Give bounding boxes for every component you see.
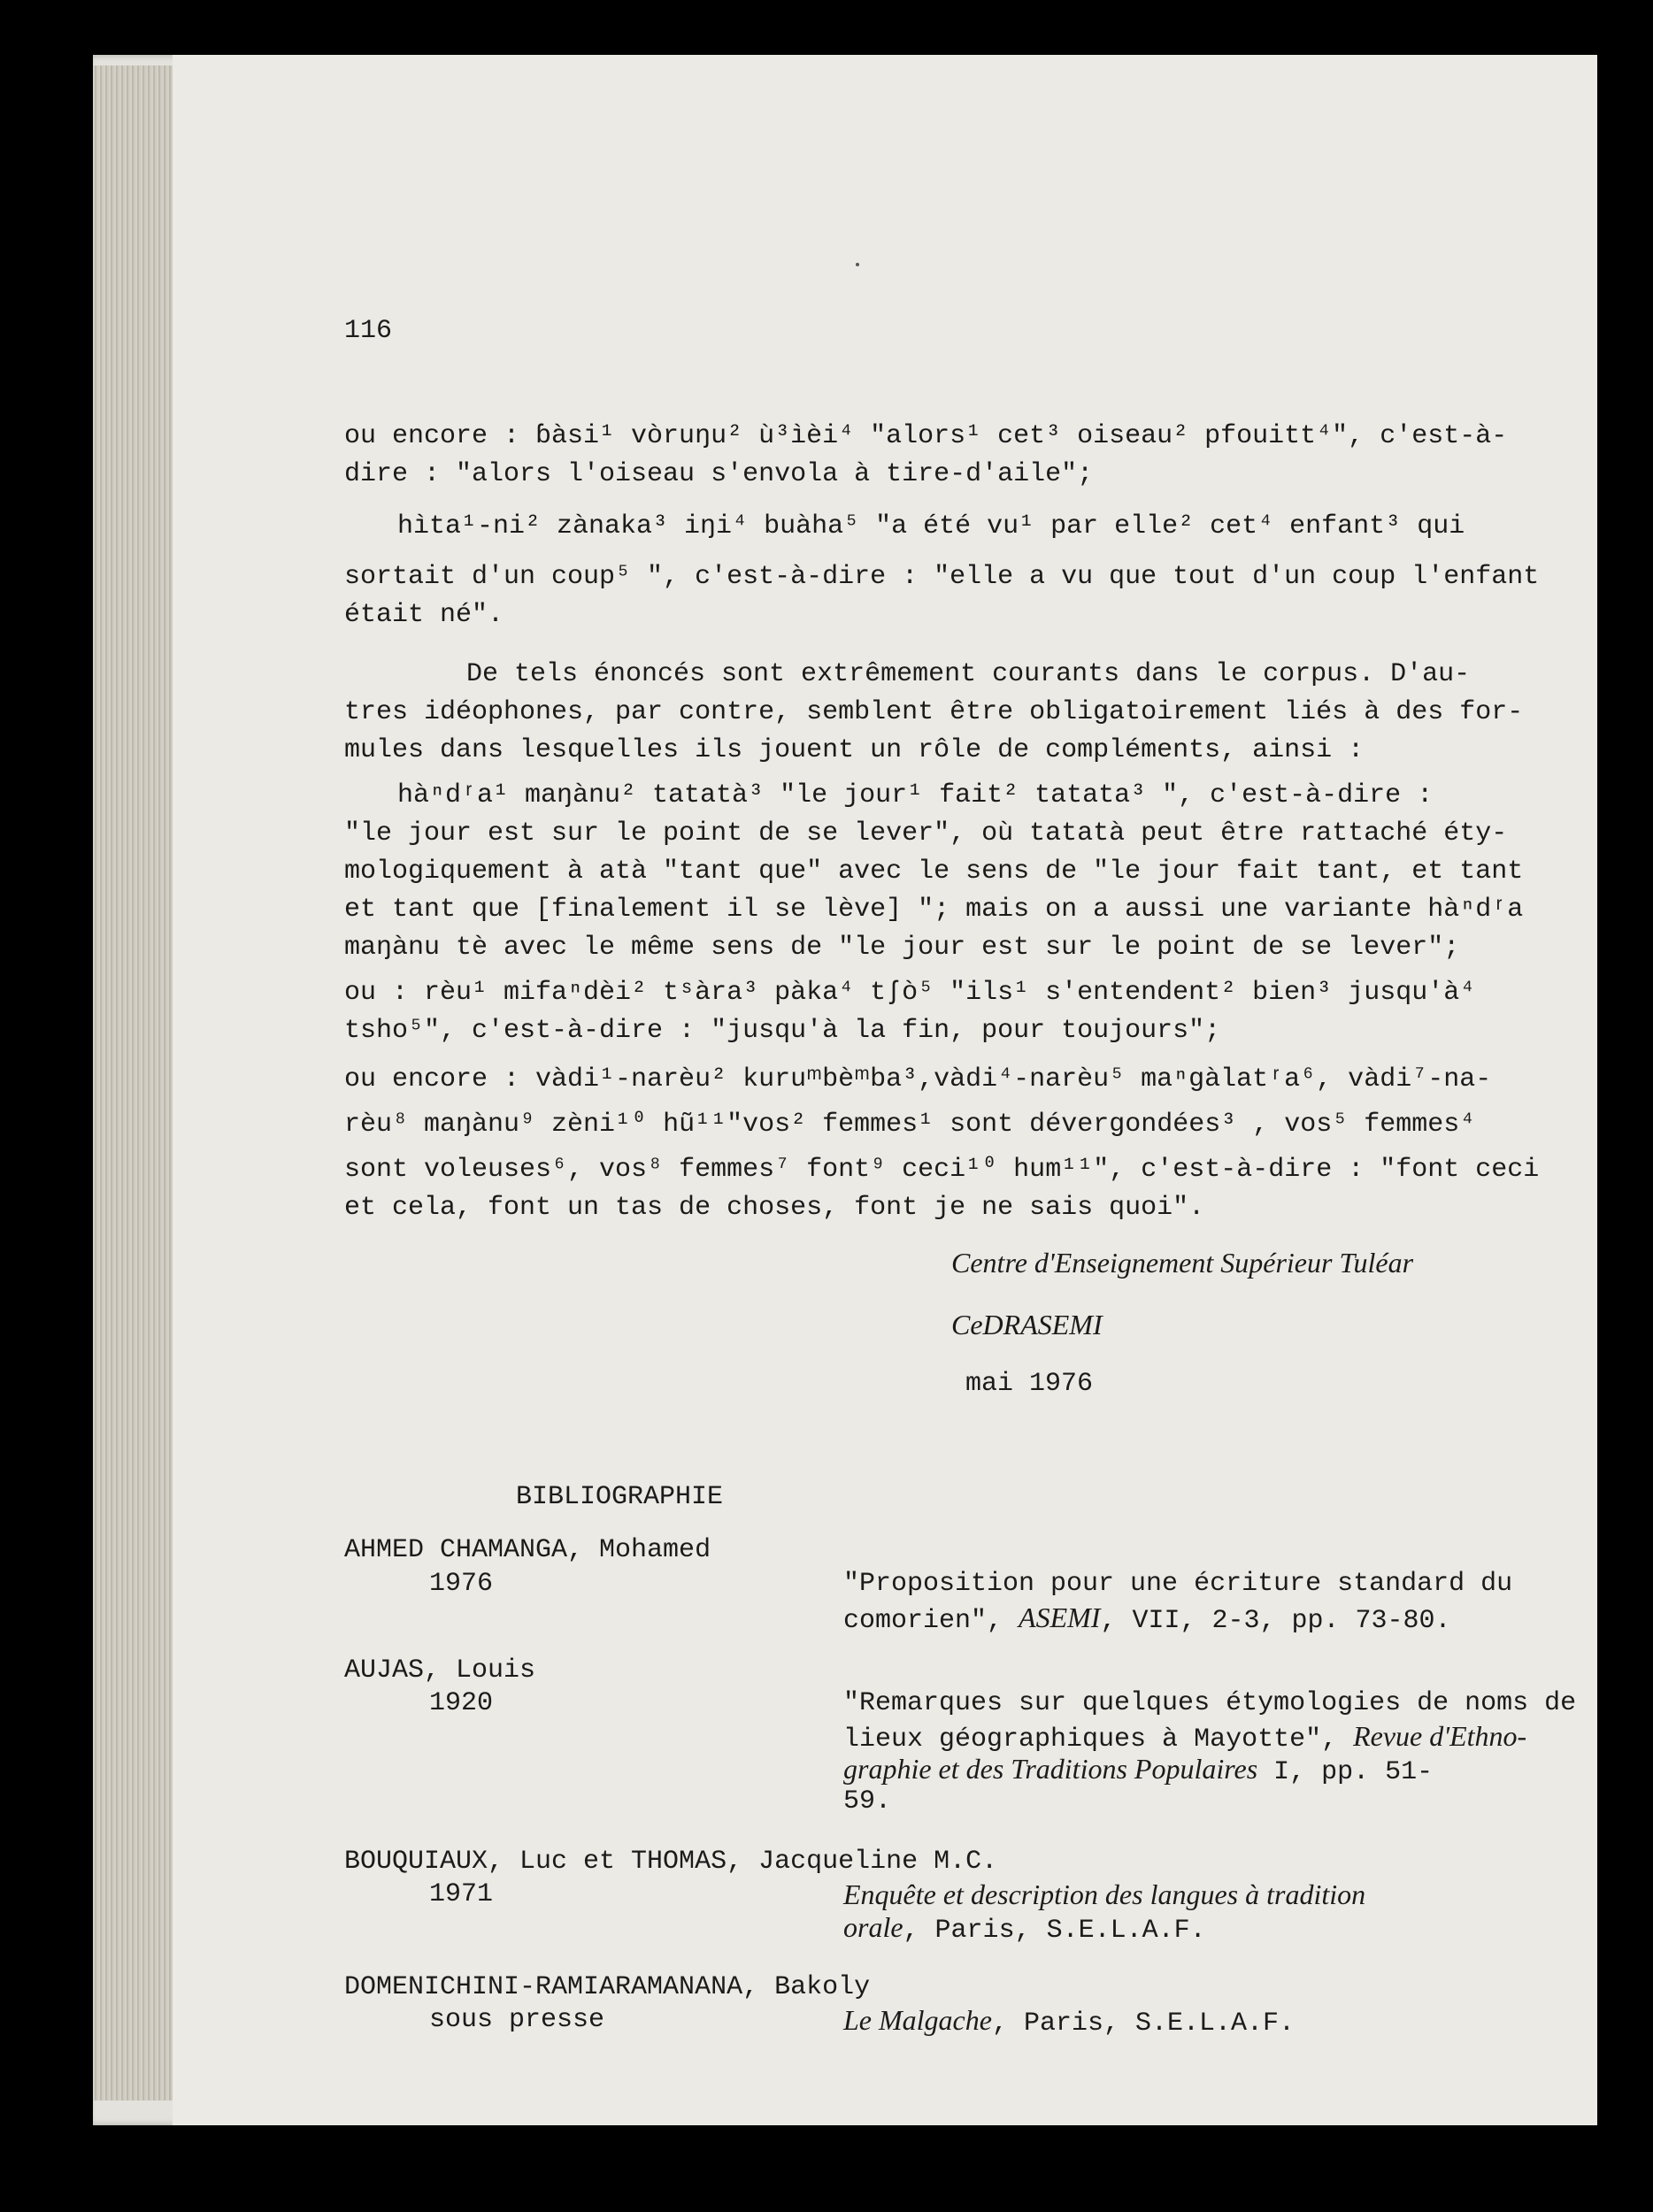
text-line: maŋànu tè avec le même sens de "le jour est sur le point de se lever"; [344,933,1460,963]
bib-author: AHMED CHAMANGA, Mohamed [344,1535,711,1565]
signature-institution: Centre d'Enseignement Supérieur Tuléar [951,1247,1414,1279]
bib-author: AUJAS, Louis [344,1655,536,1686]
text-line: De tels énoncés sont extrêmement courants dans le corpus. D'au- [466,659,1471,689]
text-line: hàⁿdʳa¹ maŋànu² tatatà³ "le jour¹ fait² tatata³ ", c'est-à-dire : [397,780,1434,810]
text-line: tres idéophones, par contre, semblent être obligatoirement liés à des for- [344,697,1524,727]
text-line: dire : "alors l'oiseau s'envola à tire-d'aile"; [344,459,1094,489]
text-line: rèu⁸ maŋànu⁹ zèni¹⁰ hũ¹¹"vos² femmes¹ sont dévergondées³ , vos⁵ femmes⁴ [344,1110,1476,1140]
bib-title-line: "Proposition pour une écriture standard du [843,1569,1513,1599]
text-line: sortait d'un coup⁵ ", c'est-à-dire : "elle a vu que tout d'un coup l'enfant [344,562,1540,592]
body-text [344,418,1539,1227]
page-edges [93,65,173,2101]
bibliography-heading: BIBLIOGRAPHIE [516,1482,724,1512]
text-line: sont voleuses⁶, vos⁸ femmes⁷ font⁹ ceci¹⁰ hum¹¹", c'est-à-dire : "font ceci [344,1155,1540,1185]
book [93,55,1597,2125]
bib-title-line: lieux géographiques à Mayotte", Revue d'Ethno- [843,1720,1527,1755]
bib-year: 1920 [429,1688,494,1718]
text-line: ou encore : vàdi¹-narèu² kuruᵐbèᵐba³,vàdi⁴-narèu⁵ maⁿgàlatʳa⁶, vàdi⁷-na- [344,1064,1492,1094]
bib-year: 1976 [429,1569,494,1599]
signature-date: mai 1976 [965,1369,1094,1399]
text-line: hìta¹-ni² zànaka³ iŋi⁴ buàha⁵ "a été vu¹ par elle² cet⁴ enfant³ qui [397,511,1465,541]
page-number: 116 [344,316,393,346]
text-line: "le jour est sur le point de se lever", où tatatà peut être rattaché éty- [344,818,1508,849]
text-line: tsho⁵", c'est-à-dire : "jusqu'à la fin, pour toujours"; [344,1016,1221,1046]
text-line: et cela, font un tas de choses, font je ne sais quoi". [344,1193,1205,1223]
text-line: ou encore : ɓàsi¹ vòruŋu² ù³ìèi⁴ "alors¹ cet³ oiseau² pfouitt⁴", c'est-à- [344,421,1508,451]
bib-title-line: Le Malgache, Paris, S.E.L.A.F. [843,2004,1295,2039]
speck [856,263,859,266]
bib-author: BOUQUIAUX, Luc et THOMAS, Jacqueline M.C. [344,1847,998,1877]
bib-title-line: orale, Paris, S.E.L.A.F. [843,1911,1206,1946]
bib-title-line: graphie et des Traditions Populaires I, pp. 51- [843,1753,1434,1787]
bib-title-line: Enquête et description des langues à tradition [843,1878,1366,1910]
text-line: était né". [344,600,504,630]
bib-year: 1971 [429,1879,494,1909]
signature-center: CeDRASEMI [951,1309,1103,1340]
text-line: ou : rèu¹ mifaⁿdèi² tˢàra³ pàka⁴ tʃò⁵ "ils¹ s'entendent² bien³ jusqu'à⁴ [344,978,1476,1008]
bib-author: DOMENICHINI-RAMIARAMANANA, Bakoly [344,1972,871,2002]
page [173,55,1597,2125]
bib-year: sous presse [429,2005,605,2035]
text-line: mologiquement à atà "tant que" avec le sens de "le jour fait tant, et tant [344,856,1524,887]
text-line: mules dans lesquelles ils jouent un rôle de compléments, ainsi : [344,735,1365,765]
bib-title-line: "Remarques sur quelques étymologies de noms de [843,1688,1577,1718]
bib-title-line: 59. [843,1786,892,1816]
text-line: et tant que [finalement il se lève] "; mais on a aussi une variante hàⁿdʳa [344,895,1524,925]
bib-title-line: comorien", ASEMI, VII, 2-3, pp. 73-80. [843,1601,1451,1636]
